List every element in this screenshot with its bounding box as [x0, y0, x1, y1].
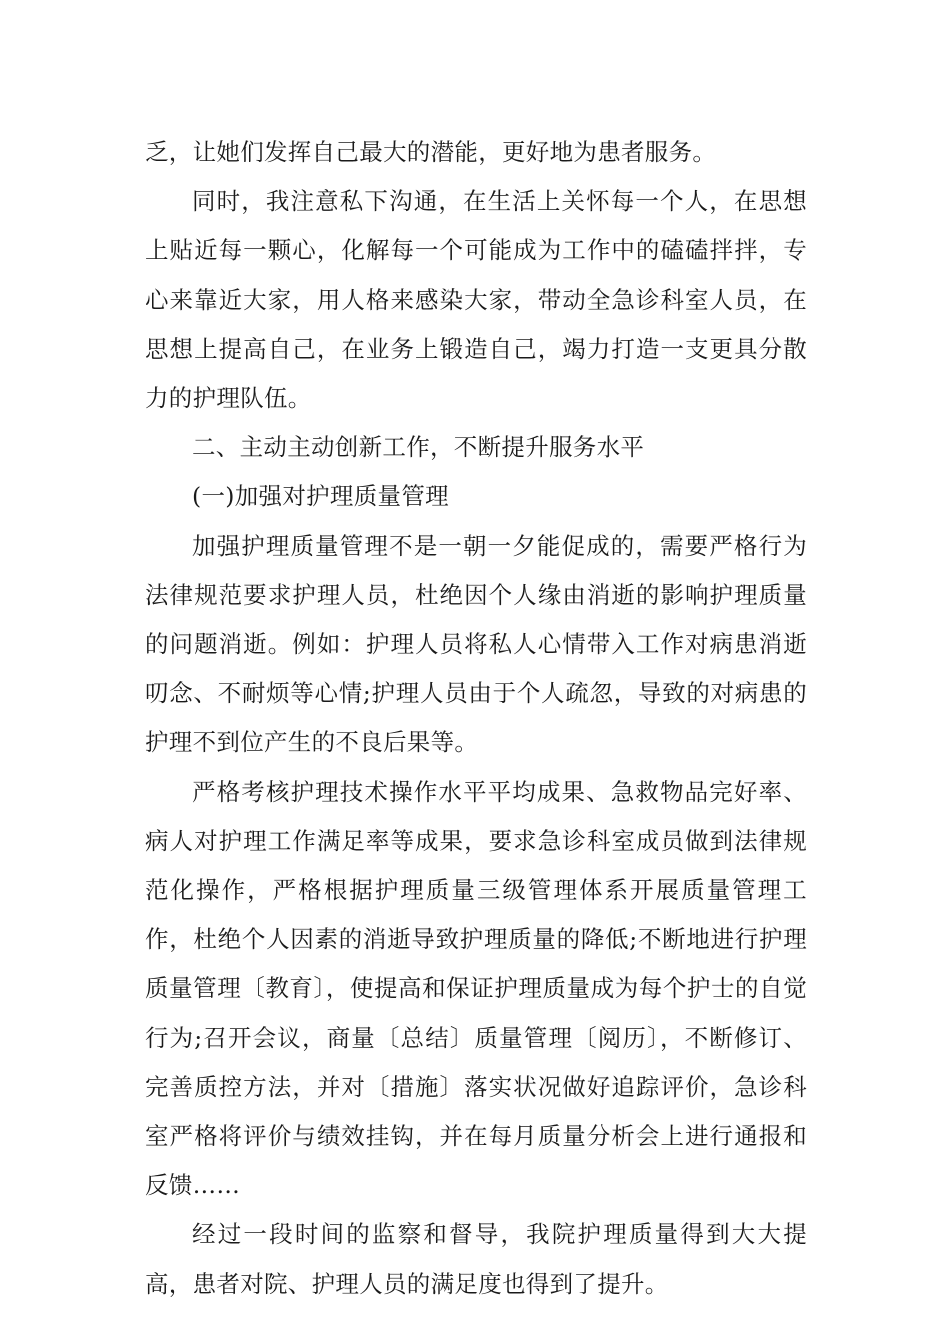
document-page — [145, 128, 807, 1309]
paragraph-quality-management: 加强护理质量管理不是一朝一夕能促成的，需要严格行为法律规范要求护理人员，杜绝因个人缘由消逝的影响护理质量的问题消逝。例如：护理人员将私人心情带入工作对病患消逝叨念、不耐烦等心情;护理人员由于个人疏忽，导致的对病患的护理不到位产生的不良后果等。 — [145, 531, 807, 757]
paragraph-results: 经过一段时间的监察和督导，我院护理质量得到大大提高，患者对院、护理人员的满足度也得到了提升。 — [145, 1220, 807, 1298]
paragraph-assessment: 严格考核护理技术操作水平平均成果、急救物品完好率、病人对护理工作满足率等成果，要求急诊科室成员做到法律规范化操作，严格根据护理质量三级管理体系开展质量管理工作，杜绝个人因素的消逝导致护理质量的降低;不断地进行护理质量管理〔教育〕，使提高和保证护理质量成为每个护士的自觉行为;召开会议，商量〔总结〕质量管理〔阅历〕，不断修订、完善质控方法，并对〔措施〕落实状况做好追踪评价，急诊科室严格将评价与绩效挂钩，并在每月质量分析会上进行通报和反馈…… — [145, 777, 807, 1200]
paragraph-continuation: 乏，让她们发挥自己最大的潜能，更好地为患者服务。 — [145, 138, 717, 166]
subsection-heading-1: (一)加强对护理质量管理 — [192, 482, 449, 511]
section-heading-2: 二、主动主动创新工作，不断提升服务水平 — [192, 433, 645, 462]
paragraph-communication: 同时，我注意私下沟通，在生活上关怀每一个人，在思想上贴近每一颗心，化解每一个可能成为工作中的磕磕拌拌，专心来靠近大家，用人格来感染大家，带动全急诊科室人员，在思想上提高自己，在业务上锻造自己，竭力打造一支更具分散力的护理队伍。 — [145, 187, 807, 413]
